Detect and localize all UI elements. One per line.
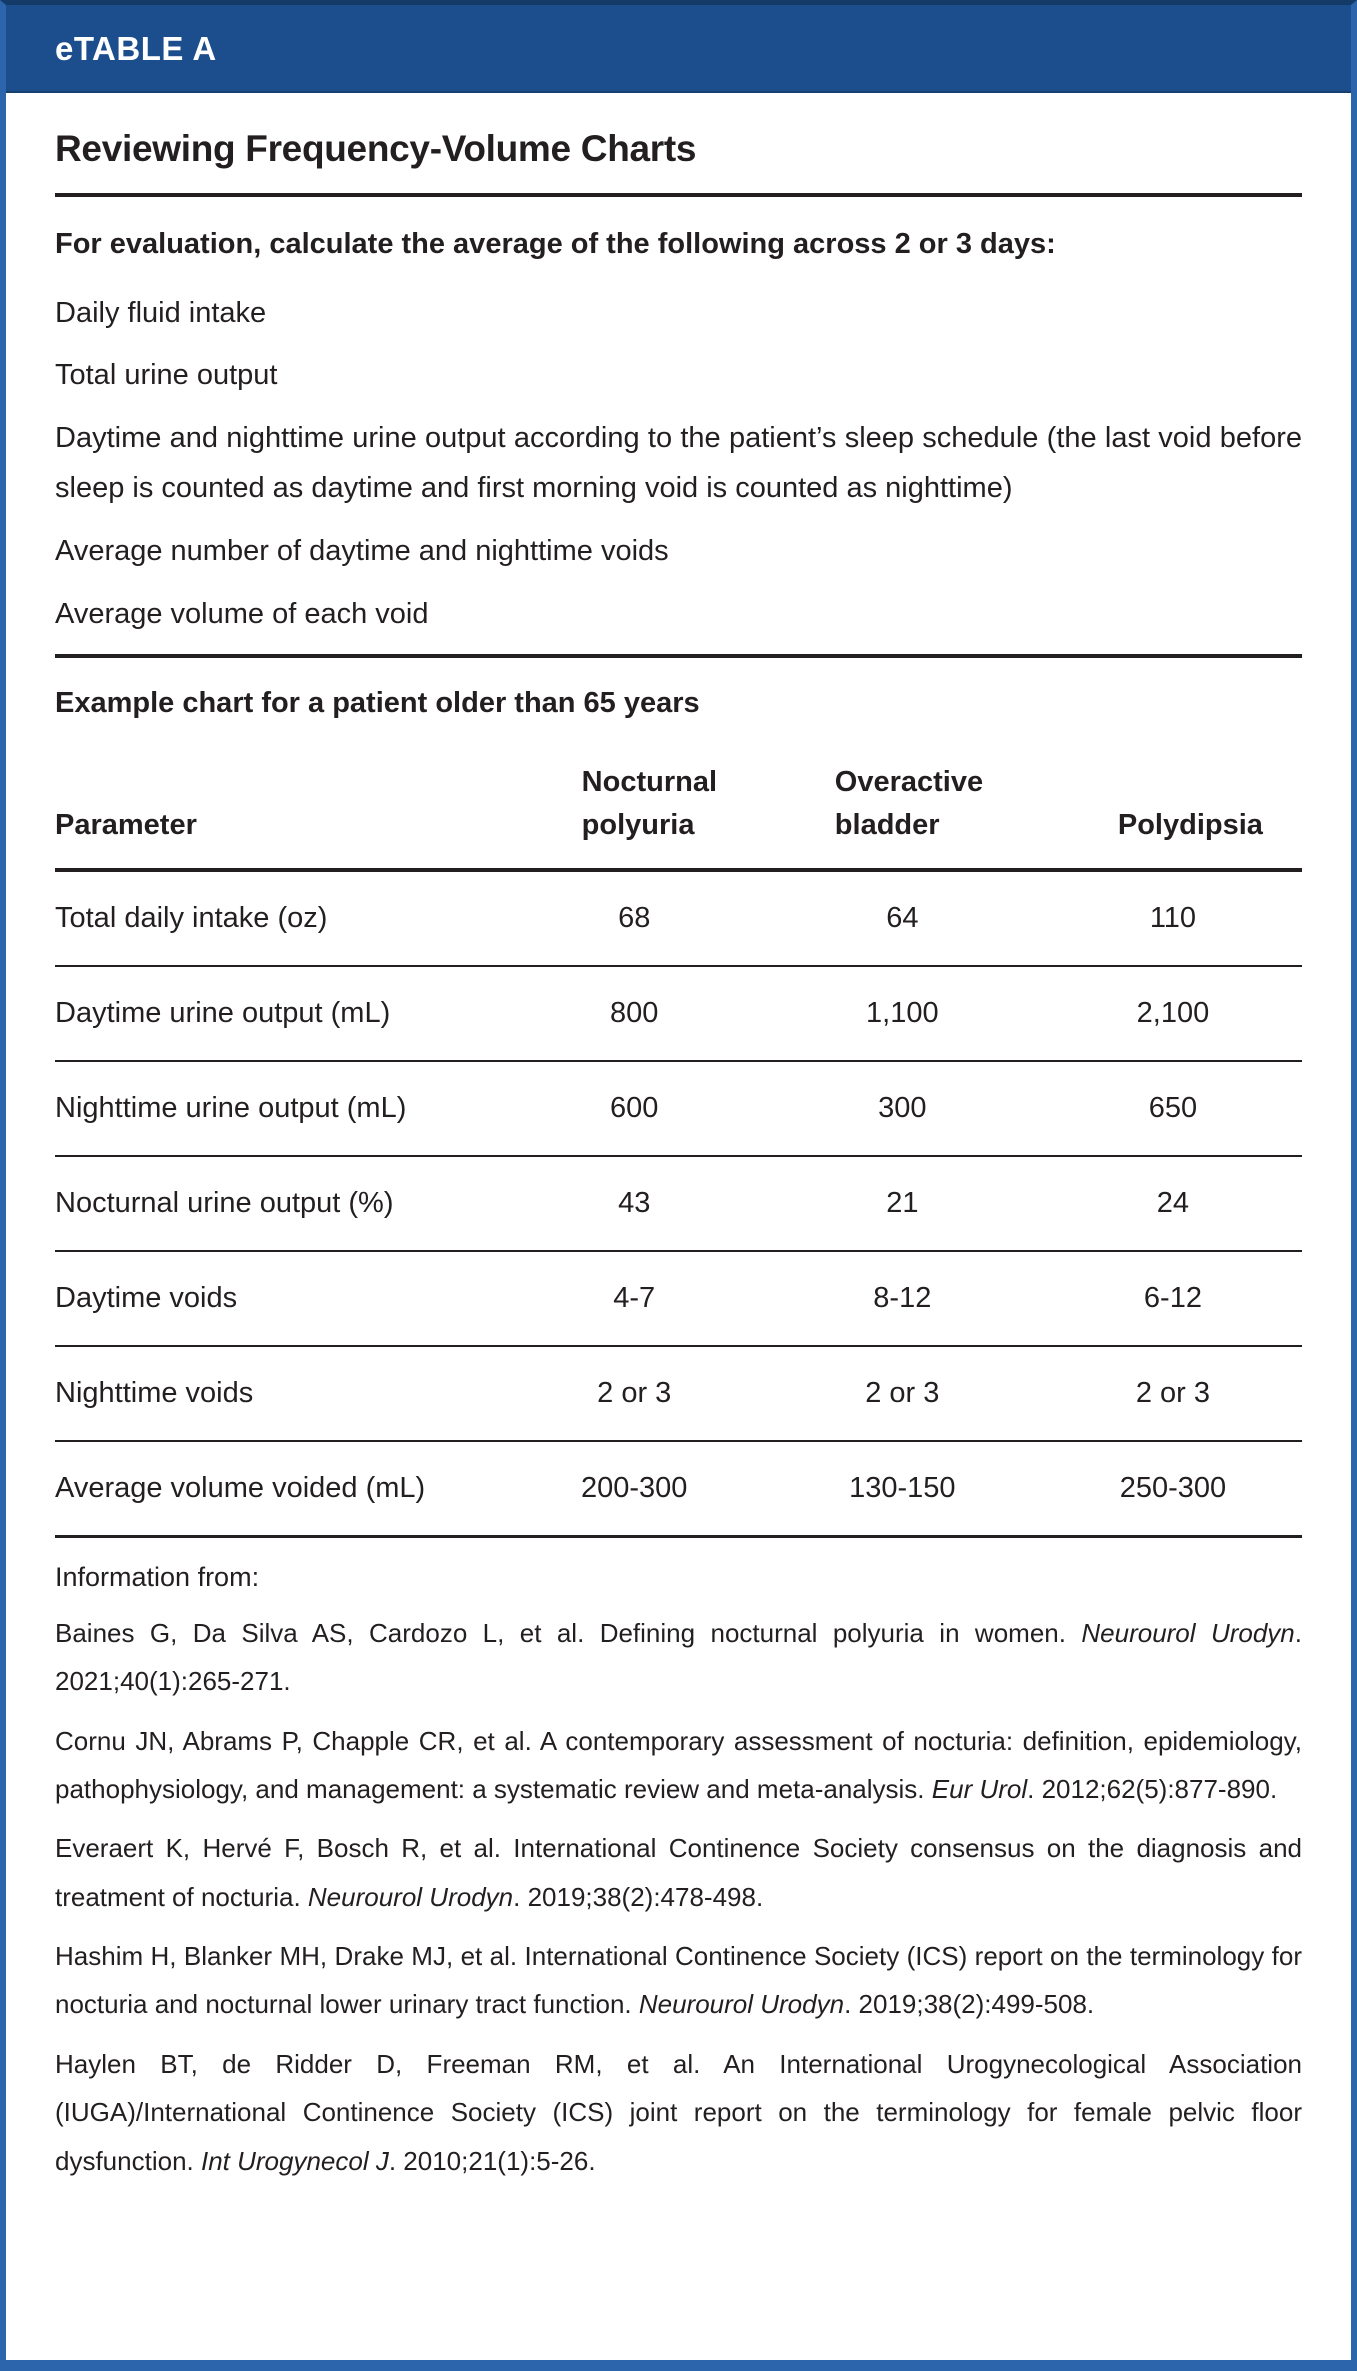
- column-header-polydipsia: Polydipsia: [1044, 727, 1302, 870]
- parameter-cell: Daytime urine output (mL): [55, 966, 508, 1061]
- table-row: [55, 1251, 1302, 1346]
- evaluation-heading: For evaluation, calculate the average of the following across 2 or 3 days:: [55, 228, 1056, 261]
- parameter-cell: Nighttime voids: [55, 1346, 508, 1441]
- reference-citation: . 2019;38(2):478-498.: [513, 1881, 764, 1912]
- value-cell: 200-300: [508, 1441, 761, 1537]
- section-rule: [55, 654, 1302, 658]
- reference-list: [55, 1609, 1302, 2185]
- value-cell: 21: [761, 1156, 1044, 1251]
- value-cell: 24: [1044, 1156, 1302, 1251]
- value-cell: 2,100: [1044, 966, 1302, 1061]
- list-item: Average number of daytime and nighttime voids: [55, 535, 669, 568]
- value-cell: 4-7: [508, 1251, 761, 1346]
- value-cell: 6-12: [1044, 1251, 1302, 1346]
- reference-citation: . 2019;38(2):499-508.: [844, 1989, 1095, 2020]
- example-table: [55, 727, 1302, 1538]
- reference-text: Cornu JN, Abrams P, Chapple CR, et al. A contemporary assessment of nocturia: definition, epidemiology, pathophysiology, and management: a systematic review and meta-analysis.: [55, 1725, 1302, 1804]
- table-row: [55, 1061, 1302, 1156]
- value-cell: 800: [508, 966, 761, 1061]
- reference-item: [55, 1609, 1302, 1706]
- example-heading: Example chart for a patient older than 65 years: [55, 686, 700, 719]
- column-header-nocturnal-polyuria: Nocturnal polyuria: [508, 727, 761, 870]
- list-item: Total urine output: [55, 359, 278, 392]
- value-cell: 600: [508, 1061, 761, 1156]
- reference-text: Baines G, Da Silva AS, Cardozo L, et al. Defining nocturnal polyuria in women.: [55, 1617, 1082, 1648]
- parameter-cell: Nocturnal urine output (%): [55, 1156, 508, 1251]
- table-row: [55, 1346, 1302, 1441]
- title-rule: [55, 193, 1302, 197]
- parameter-cell: Nighttime urine output (mL): [55, 1061, 508, 1156]
- table-row: [55, 1156, 1302, 1251]
- value-cell: 43: [508, 1156, 761, 1251]
- value-cell: 1,100: [761, 966, 1044, 1061]
- list-item: Average volume of each void: [55, 597, 429, 630]
- column-header-overactive-bladder: Overactive bladder: [761, 727, 1044, 870]
- value-cell: 68: [618, 901, 651, 934]
- table-header-row: [55, 727, 1302, 870]
- reference-item: [55, 1717, 1302, 1814]
- table-row: [55, 870, 1302, 966]
- reference-citation: . 2010;21(1):5-26.: [388, 2145, 596, 2176]
- journal-name: Neurourol Urodyn: [1081, 1617, 1295, 1648]
- reference-item: [55, 2040, 1302, 2185]
- value-cell: 130-150: [761, 1441, 1044, 1537]
- references-heading: Information from:: [55, 1561, 260, 1592]
- evaluation-list: [55, 289, 1302, 640]
- journal-name: Neurourol Urodyn: [638, 1989, 845, 2020]
- journal-name: Int Urogynecol J: [200, 2145, 389, 2176]
- reference-item: [55, 1824, 1302, 1921]
- reference-text: Hashim H, Blanker MH, Drake MJ, et al. International Continence Society (ICS) report on the terminology for nocturia and nocturnal lower urinary tract function.: [55, 1941, 1302, 2020]
- journal-name: Eur Urol: [931, 1774, 1028, 1804]
- value-cell: 250-300: [1044, 1441, 1302, 1537]
- value-cell: 650: [1044, 1061, 1302, 1156]
- parameter-cell: Daytime voids: [55, 1251, 508, 1346]
- reference-text: Everaert K, Hervé F, Bosch R, et al. International Continence Society consensus on the diagnosis and treatment of nocturia.: [55, 1833, 1302, 1912]
- reference-text: Haylen BT, de Ridder D, Freeman RM, et al. An International Urogynecological Association (IUGA)/International Continence Society (ICS) joint report on the terminology for female pelvic floor dysfunction.: [55, 2048, 1302, 2176]
- value-cell: 64: [886, 901, 919, 934]
- value-cell: 8-12: [761, 1251, 1044, 1346]
- table-row: [55, 1441, 1302, 1537]
- list-item: Daytime and nighttime urine output according to the patient’s sleep schedule (the last void before sleep is counted as daytime and first morning void is counted as nighttime): [55, 422, 1302, 505]
- value-cell: 2 or 3: [508, 1346, 761, 1441]
- value-cell: 2 or 3: [1044, 1346, 1302, 1441]
- etable-content: [6, 93, 1351, 2360]
- etable-header-band: [6, 5, 1351, 93]
- reference-citation: . 2012;62(5):877-890.: [1027, 1774, 1278, 1804]
- reference-item: [55, 1932, 1302, 2029]
- table-row: [55, 966, 1302, 1061]
- parameter-cell: Total daily intake (oz): [55, 901, 328, 934]
- journal-name: Neurourol Urodyn: [307, 1881, 514, 1912]
- column-header-parameter: Parameter: [55, 727, 508, 870]
- etable-label: eTABLE A: [55, 30, 217, 67]
- value-cell: 110: [1149, 901, 1197, 934]
- value-cell: 2 or 3: [761, 1346, 1044, 1441]
- page-title: Reviewing Frequency-Volume Charts: [55, 128, 697, 169]
- list-item: Daily fluid intake: [55, 296, 267, 329]
- reference-citation: . 2021;40(1):265-271.: [55, 1617, 1302, 1697]
- value-cell: 300: [761, 1061, 1044, 1156]
- parameter-cell: Average volume voided (mL): [55, 1441, 508, 1537]
